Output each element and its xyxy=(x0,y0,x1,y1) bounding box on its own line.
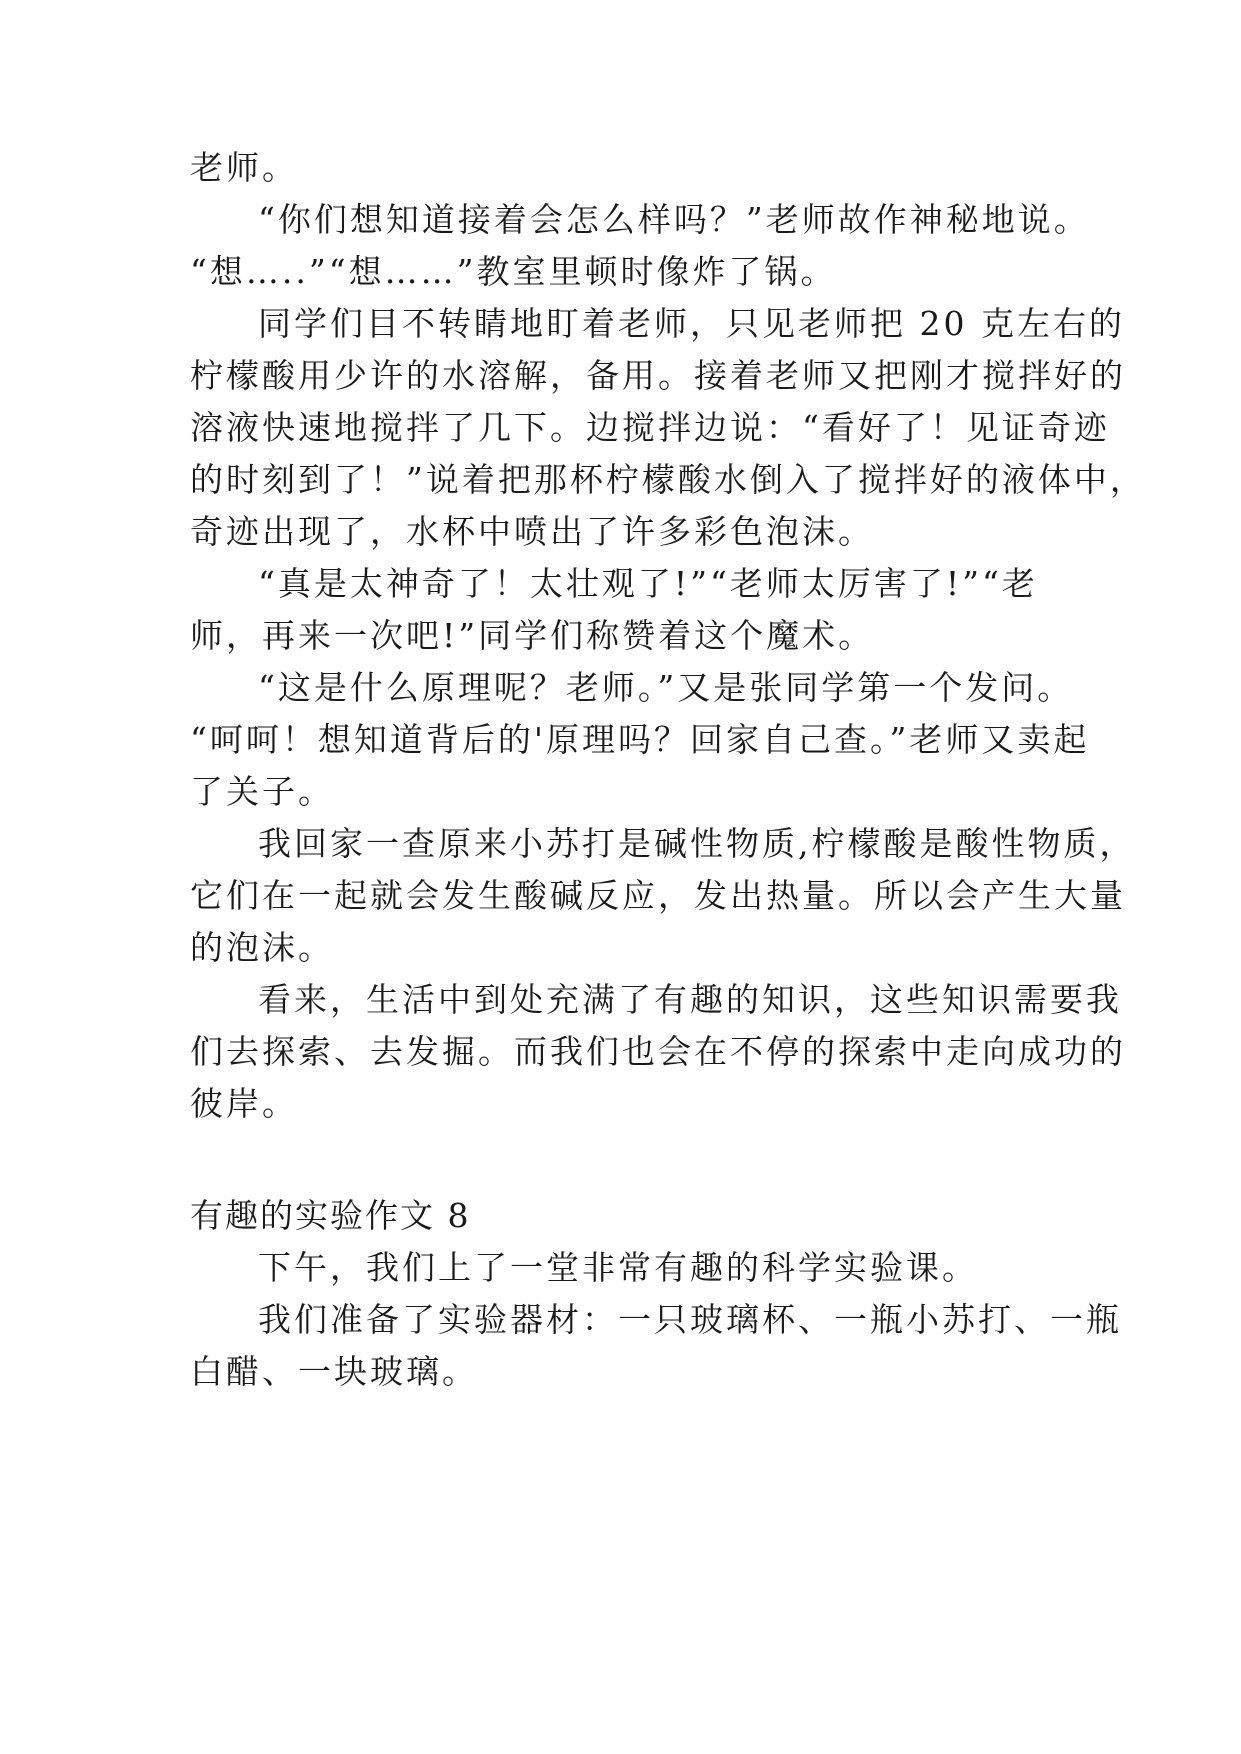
text-line: 同学们目不转睛地盯着老师，只见老师把 20 克左右的 xyxy=(258,304,1125,343)
text-line: 的时刻到了！”说着把那杯柠檬酸水倒入了搅拌好的液体中， xyxy=(190,460,1146,499)
text-line: 老师。 xyxy=(190,148,298,187)
text-line: 下午，我们上了一堂非常有趣的科学实验课。 xyxy=(258,1248,978,1287)
text-line: 彼岸。 xyxy=(190,1084,298,1123)
text-line: “这是什么原理呢？老师。”又是张同学第一个发问。 xyxy=(258,668,1074,707)
text-line: 我回家一查原来小苏打是碱性物质,柠檬酸是酸性物质， xyxy=(258,824,1136,863)
text-line: 们去探索、去发掘。而我们也会在不停的探索中走向成功的 xyxy=(190,1032,1126,1071)
text-line: 溶液快速地搅拌了几下。边搅拌边说：“看好了！见证奇迹 xyxy=(190,408,1110,447)
text-line: “你们想知道接着会怎么样吗？”老师故作神秘地说。 xyxy=(258,200,1090,239)
text-line: 柠檬酸用少许的水溶解，备用。接着老师又把刚才搅拌好的 xyxy=(190,356,1126,395)
text-line: “想…..”“想……”教室里顿时像炸了锅。 xyxy=(190,252,837,291)
text-line: 白醋、一块玻璃。 xyxy=(190,1352,478,1391)
text-line: 它们在一起就会发生酸碱反应，发出热量。所以会产生大量 xyxy=(190,876,1126,915)
text-line: 我们准备了实验器材：一只玻璃杯、一瓶小苏打、一瓶 xyxy=(258,1300,1122,1339)
text-line: “呵呵！想知道背后的'原理吗？回家自己查。”老师又卖起 xyxy=(190,720,1090,759)
text-line: 看来，生活中到处充满了有趣的知识，这些知识需要我 xyxy=(258,980,1122,1019)
section-heading: 有趣的实验作文 8 xyxy=(190,1196,471,1235)
text-line: 的泡沫。 xyxy=(190,928,334,967)
text-line: 师，再来一次吧!”同学们称赞着这个魔术。 xyxy=(190,616,875,655)
text-line: “真是太神奇了！太壮观了!”“老师太厉害了!”“老 xyxy=(258,564,1038,603)
text-line: 了关子。 xyxy=(190,772,334,811)
text-line: 奇迹出现了，水杯中喷出了许多彩色泡沫。 xyxy=(190,512,874,551)
